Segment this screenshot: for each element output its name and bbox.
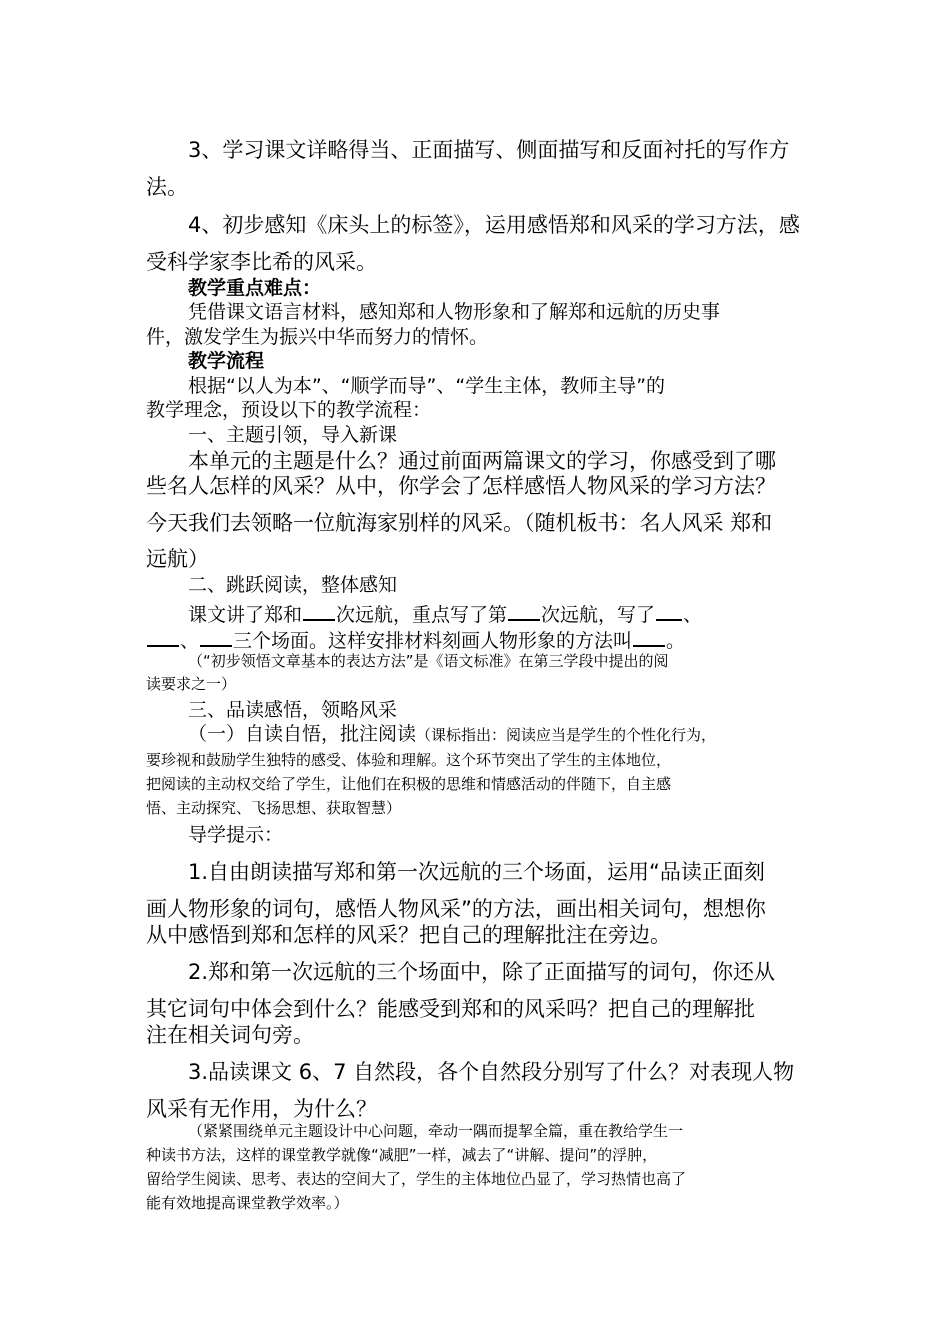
blank-field bbox=[303, 600, 335, 621]
fill-text: 次远航，写了 bbox=[541, 604, 656, 626]
fill-text: 次远航，重点写了第 bbox=[336, 604, 508, 626]
note-3-line-4: 能有效地提高课堂教学效率。） bbox=[146, 1194, 349, 1212]
fill-text: 。 bbox=[666, 630, 686, 652]
blank-field bbox=[200, 626, 232, 647]
tip-1-line-2: 画人物形象的词句，感悟人物风采”的方法，画出相关词句，想想你 bbox=[146, 897, 766, 921]
note-2-start: （课标指出：阅读应当是学生的个性化行为， bbox=[416, 726, 717, 744]
note-2-line-2: 要珍视和鼓励学生独特的感受、体验和理解。这个环节突出了学生的主体地位， bbox=[146, 751, 672, 769]
section-2-title: 二、跳跃阅读，整体感知 bbox=[188, 574, 398, 596]
tip-1-line-3: 从中感悟到郑和怎样的风采？把自己的理解批注在旁边。 bbox=[146, 923, 671, 947]
objective-4-line-2: 受科学家李比希的风采。 bbox=[146, 250, 377, 274]
subsection-1-line bbox=[188, 725, 716, 744]
blank-field bbox=[147, 626, 179, 647]
fill-text: 、 bbox=[683, 604, 703, 626]
note-2-line-4: 悟、主动探究、飞扬思想、获取智慧） bbox=[146, 799, 402, 817]
note-2-line-3: 把阅读的主动权交给了学生，让他们在积极的思维和情感活动的伴随下，自主感 bbox=[146, 775, 672, 793]
key-points-line-1: 凭借课文语言材料，感知郑和人物形象和了解郑和远航的历史事 bbox=[188, 301, 721, 323]
subsection-1-title: （一）自读自悟，批注阅读 bbox=[188, 723, 417, 745]
section-1-line-2: 些名人怎样的风采？从中，你学会了怎样感悟人物风采的学习方法？ bbox=[146, 474, 776, 498]
section-1-line-4: 远航） bbox=[146, 547, 209, 571]
fill-blank-line-1 bbox=[188, 600, 702, 625]
note-3-line-1: （紧紧围绕单元主题设计中心问题，牵动一隅而提挈全篇，重在教给学生一 bbox=[188, 1122, 684, 1140]
heading-key-points: 教学重点难点： bbox=[188, 277, 322, 299]
flow-intro-line-2: 教学理念，预设以下的教学流程： bbox=[146, 399, 432, 421]
section-1-title: 一、主题引领，导入新课 bbox=[188, 424, 398, 446]
fill-blank-line-2 bbox=[146, 626, 685, 651]
blank-field bbox=[656, 600, 682, 621]
tip-3-line-2: 风采有无作用，为什么？ bbox=[146, 1097, 377, 1121]
blank-field bbox=[633, 626, 665, 647]
note-1-line-1: （“初步领悟文章基本的表达方法”是《语文标准》在第三学段中提出的阅 bbox=[188, 652, 669, 670]
objective-3-line-2: 法。 bbox=[146, 175, 188, 199]
tip-2-line-3: 注在相关词句旁。 bbox=[146, 1023, 314, 1047]
heading-teaching-flow: 教学流程 bbox=[188, 350, 265, 372]
blank-field bbox=[508, 600, 540, 621]
fill-text: 课文讲了郑和 bbox=[188, 604, 303, 626]
guide-tips-title: 导学提示： bbox=[188, 824, 284, 846]
objective-4-line-1: 4、初步感知《床头上的标签》，运用感悟郑和风采的学习方法，感 bbox=[188, 213, 800, 237]
tip-3-line-1: 3.品读课文 6、7 自然段，各个自然段分别写了什么？对表现人物 bbox=[188, 1060, 795, 1084]
objective-3-line-1: 3、学习课文详略得当、正面描写、侧面描写和反面衬托的写作方 bbox=[188, 138, 790, 162]
note-3-line-2: 种读书方法，这样的课堂教学就像“减肥”一样，减去了“讲解、提问”的浮肿， bbox=[146, 1146, 658, 1164]
section-3-title: 三、品读感悟，领略风采 bbox=[188, 699, 398, 721]
tip-1-line-1: 1.自由朗读描写郑和第一次远航的三个场面，运用“品读正面刻 bbox=[188, 860, 765, 884]
note-3-line-3: 留给学生阅读、思考、表达的空间大了，学生的主体地位凸显了，学习热情也高了 bbox=[146, 1170, 687, 1188]
tip-2-line-1: 2.郑和第一次远航的三个场面中，除了正面描写的词句，你还从 bbox=[188, 960, 776, 984]
section-1-line-1: 本单元的主题是什么？通过前面两篇课文的学习，你感受到了哪 bbox=[188, 449, 776, 473]
note-1-line-2: 读要求之一） bbox=[146, 675, 237, 693]
key-points-line-2: 件，激发学生为振兴中华而努力的情怀。 bbox=[146, 326, 489, 348]
fill-text: 、 bbox=[180, 630, 200, 652]
fill-text: 三个场面。这样安排材料刻画人物形象的方法叫 bbox=[233, 630, 633, 652]
tip-2-line-2: 其它词句中体会到什么？能感受到郑和的风采吗？把自己的理解批 bbox=[146, 997, 755, 1021]
flow-intro-line-1: 根据“以人为本”、“顺学而导”、“学生主体，教师主导”的 bbox=[188, 375, 666, 397]
section-1-line-3: 今天我们去领略一位航海家别样的风采。（随机板书：名人风采 郑和 bbox=[146, 511, 773, 535]
